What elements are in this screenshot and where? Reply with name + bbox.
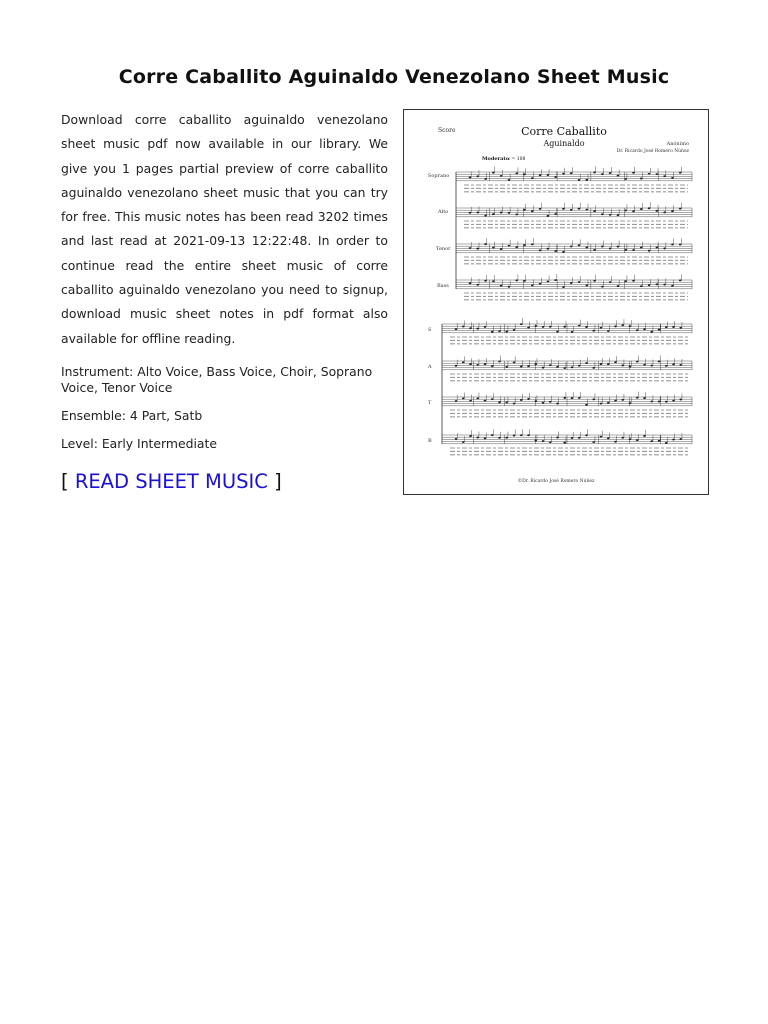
sheet-music-preview[interactable] (403, 109, 709, 495)
note-head (636, 397, 639, 399)
note-head (593, 249, 596, 251)
note-head (531, 177, 534, 179)
note-head (632, 249, 635, 251)
note-head (498, 360, 501, 362)
note-head (508, 212, 511, 214)
note-head (593, 171, 596, 173)
note-head (469, 247, 472, 249)
note-head (640, 247, 643, 249)
score-tempo-mark: ♩ = 108 (508, 157, 526, 162)
part-label-soprano: Soprano (428, 173, 450, 179)
note-head (520, 399, 523, 401)
note-head (636, 439, 639, 441)
note-head (492, 280, 495, 282)
note-head (585, 247, 588, 249)
note-head (592, 398, 595, 400)
note-head (556, 331, 559, 333)
note-head (500, 248, 503, 250)
note-head (592, 330, 595, 332)
note-head (491, 398, 494, 400)
note-head (607, 363, 610, 365)
note-head (542, 402, 545, 404)
note-head (578, 325, 581, 327)
note-head (585, 326, 588, 328)
part-label-bass: Bass (437, 283, 449, 289)
note-head (484, 178, 487, 180)
note-head (614, 361, 617, 363)
note-head (570, 209, 573, 211)
note-head (539, 174, 542, 176)
note-head (679, 399, 682, 401)
part-label-b: B (428, 438, 432, 444)
score-title: Corre Caballito (521, 125, 607, 138)
note-head (578, 244, 581, 246)
note-head (527, 398, 530, 400)
note-head (671, 244, 674, 246)
note-head (531, 210, 534, 212)
instrument-info: Instrument: Alto Voice, Bass Voice, Choir, Soprano Voice, Tenor Voice (61, 363, 373, 395)
note-head (629, 325, 632, 327)
note-head (672, 326, 675, 328)
note-head (539, 249, 542, 251)
note-head (679, 438, 682, 440)
note-head (578, 437, 581, 439)
note-head (601, 173, 604, 175)
note-head (601, 246, 604, 248)
bracket-close: ] (274, 469, 282, 493)
note-head (585, 284, 588, 286)
note-head (621, 437, 624, 439)
note-head (500, 212, 503, 214)
score-footer: ©Dr. Ricardo José Romero Núñez (517, 479, 595, 484)
note-head (679, 172, 682, 174)
note-head (462, 326, 465, 328)
note-head (600, 363, 603, 365)
level-info: Level: Early Intermediate (61, 435, 217, 451)
note-head (513, 362, 516, 364)
note-head (672, 439, 675, 441)
note-head (672, 400, 675, 402)
note-head (491, 434, 494, 436)
note-head (484, 363, 487, 365)
note-head (671, 285, 674, 287)
note-head (491, 331, 494, 333)
note-head (455, 365, 458, 367)
note-head (658, 360, 661, 362)
note-head (679, 279, 682, 281)
note-head (636, 361, 639, 363)
note-head (621, 399, 624, 401)
note-head (648, 207, 651, 209)
note-head (515, 279, 518, 281)
note-head (523, 173, 526, 175)
note-head (542, 326, 545, 328)
note-head (539, 283, 542, 285)
note-head (556, 366, 559, 368)
part-label-s: S (428, 327, 432, 333)
note-head (617, 214, 620, 216)
score-arranger: Dr. Ricardo José Romero Núñez (616, 149, 689, 154)
note-head (492, 213, 495, 215)
note-head (617, 246, 620, 248)
note-head (547, 174, 550, 176)
note-head (607, 437, 610, 439)
note-head (515, 246, 518, 248)
bracket-open: [ (61, 469, 69, 493)
note-head (643, 435, 646, 437)
note-head (665, 326, 668, 328)
note-head (513, 329, 516, 331)
note-head (600, 436, 603, 438)
note-head (469, 212, 472, 214)
note-head (609, 281, 612, 283)
note-head (621, 364, 624, 366)
note-head (554, 250, 557, 252)
note-head (476, 328, 479, 330)
note-head (556, 403, 559, 405)
note-head (498, 401, 501, 403)
note-head (534, 440, 537, 442)
note-head (624, 280, 627, 282)
note-head (527, 365, 530, 367)
note-head (508, 179, 511, 181)
note-head (515, 172, 518, 174)
score-subtitle: Aguinaldo (543, 139, 585, 148)
note-head (534, 325, 537, 327)
note-head (629, 402, 632, 404)
note-head (632, 172, 635, 174)
description: Download corre caballito aguinaldo venezolano sheet music pdf now available in our library. We give you 1 pages partial preview of corre caballito aguinaldo venezolano sheet music that you can try for free. This music notes has been read 3202 times and last read at 2021-09-13 12:22:48. In order to continue read the entire sheet music of corre caballito aguinaldo venezolano you need to signup, download music sheet notes in pdf format also available for offline reading. (61, 112, 388, 346)
note-head (469, 177, 472, 179)
note-head (563, 442, 566, 444)
note-head (607, 402, 610, 404)
note-head (508, 245, 511, 247)
note-head (469, 435, 472, 437)
note-head (484, 326, 487, 328)
note-head (484, 280, 487, 282)
note-head (469, 327, 472, 329)
note-head (640, 285, 643, 287)
note-head (462, 398, 465, 400)
part-label-t: T (428, 400, 432, 406)
note-head (500, 285, 503, 287)
note-head (578, 281, 581, 283)
note-head (508, 286, 511, 288)
note-head (614, 400, 617, 402)
note-head (600, 327, 603, 329)
note-head (663, 175, 666, 177)
note-head (624, 209, 627, 211)
note-head (563, 326, 566, 328)
note-head (679, 244, 682, 246)
note-head (609, 248, 612, 250)
staff-systems (442, 166, 692, 454)
note-head (648, 284, 651, 286)
note-head (563, 367, 566, 369)
note-head (643, 328, 646, 330)
note-head (476, 437, 479, 439)
note-head (592, 367, 595, 369)
note-head (614, 441, 617, 443)
note-head (542, 440, 545, 442)
note-head (650, 440, 653, 442)
page-title: Corre Caballito Aguinaldo Venezolano Sheet Music (118, 66, 670, 88)
note-head (671, 210, 674, 212)
note-head (520, 366, 523, 368)
note-head (640, 208, 643, 210)
note-head (534, 400, 537, 402)
note-head (462, 441, 465, 443)
note-head (469, 400, 472, 402)
note-head (523, 209, 526, 211)
note-head (562, 208, 565, 210)
info-column (61, 108, 388, 494)
note-head (534, 363, 537, 365)
note-head (609, 172, 612, 174)
note-head (527, 327, 530, 329)
part-label-tenor: Tenor (436, 246, 451, 252)
note-head (643, 397, 646, 399)
note-head (484, 400, 487, 402)
note-head (663, 247, 666, 249)
note-head (656, 210, 659, 212)
note-head (570, 282, 573, 284)
note-head (624, 249, 627, 251)
note-head (629, 366, 632, 368)
note-head (469, 282, 472, 284)
note-head (505, 366, 508, 368)
note-head (617, 175, 620, 177)
note-head (531, 284, 534, 286)
note-head (656, 247, 659, 249)
note-head (609, 214, 612, 216)
note-head (578, 179, 581, 181)
note-head (671, 177, 674, 179)
note-head (549, 441, 552, 443)
note-head (505, 437, 508, 439)
note-head (632, 280, 635, 282)
note-head (554, 176, 557, 178)
note-head (547, 215, 550, 217)
note-head (617, 285, 620, 287)
note-head (593, 210, 596, 212)
note-head (492, 247, 495, 249)
note-head (492, 172, 495, 174)
note-head (578, 365, 581, 367)
note-head (571, 331, 574, 333)
note-head (476, 398, 479, 400)
note-head (663, 284, 666, 286)
read-sheet-music-link[interactable]: READ SHEET MUSIC (74, 469, 268, 493)
note-head (549, 364, 552, 366)
note-head (570, 172, 573, 174)
note-head (601, 213, 604, 215)
score-composer: Anónimo (666, 141, 689, 147)
note-head (624, 178, 627, 180)
part-label-alto: Alto (438, 209, 449, 215)
note-head (562, 286, 565, 288)
note-head (663, 211, 666, 213)
note-head (665, 442, 668, 444)
note-head (562, 251, 565, 253)
note-head (658, 401, 661, 403)
note-head (650, 331, 653, 333)
note-head (578, 397, 581, 399)
note-head (585, 362, 588, 364)
note-head (505, 331, 508, 333)
note-head (632, 210, 635, 212)
note-head (578, 208, 581, 210)
note-head (513, 435, 516, 437)
note-head (585, 404, 588, 406)
note-head (515, 213, 518, 215)
note-head (679, 364, 682, 366)
note-head (523, 244, 526, 246)
note-head (607, 330, 610, 332)
note-head (571, 366, 574, 368)
note-head (549, 326, 552, 328)
note-head (476, 284, 479, 286)
note-head (476, 175, 479, 177)
note-head (476, 212, 479, 214)
note-head (563, 397, 566, 399)
note-head (570, 246, 573, 248)
note-head (643, 364, 646, 366)
note-head (554, 279, 557, 281)
note-head (505, 401, 508, 403)
note-head (679, 208, 682, 210)
note-head (648, 250, 651, 252)
note-head (650, 365, 653, 367)
note-head (585, 179, 588, 181)
note-head (500, 175, 503, 177)
note-head (549, 401, 552, 403)
part-label-a: A (428, 364, 432, 370)
note-head (585, 209, 588, 211)
note-head (455, 438, 458, 440)
note-head (531, 243, 534, 245)
note-head (665, 401, 668, 403)
note-head (640, 178, 643, 180)
note-head (547, 248, 550, 250)
note-head (648, 173, 651, 175)
note-head (462, 361, 465, 363)
score-corner-label: Score (438, 127, 456, 134)
note-head (539, 208, 542, 210)
note-head (527, 434, 530, 436)
note-head (679, 327, 682, 329)
note-head (658, 329, 661, 331)
note-head (672, 364, 675, 366)
note-head (513, 403, 516, 405)
ensemble-info: Ensemble: 4 Part, Satb (61, 407, 203, 423)
note-head (523, 280, 526, 282)
note-head (484, 243, 487, 245)
note-head (593, 280, 596, 282)
note-head (571, 397, 574, 399)
note-head (491, 365, 494, 367)
note-head (592, 441, 595, 443)
note-head (455, 328, 458, 330)
note-head (571, 437, 574, 439)
note-head (656, 173, 659, 175)
score-tempo: Moderato (482, 156, 510, 162)
note-head (476, 364, 479, 366)
note-head (629, 438, 632, 440)
note-head (484, 437, 487, 439)
note-head (562, 173, 565, 175)
note-head (520, 323, 523, 325)
note-head (554, 213, 557, 215)
note-head (498, 330, 501, 332)
note-head (650, 400, 653, 402)
note-head (621, 324, 624, 326)
note-head (636, 329, 639, 331)
score-image (404, 110, 708, 494)
read-sheet-music-line (61, 470, 388, 494)
note-head (520, 434, 523, 436)
note-head (585, 434, 588, 436)
note-head (614, 325, 617, 327)
note-head (658, 440, 661, 442)
note-head (455, 400, 458, 402)
note-head (600, 403, 603, 405)
note-head (556, 437, 559, 439)
note-head (547, 281, 550, 283)
note-head (484, 215, 487, 217)
note-head (498, 437, 501, 439)
note-head (542, 367, 545, 369)
note-head (601, 286, 604, 288)
note-head (656, 283, 659, 285)
note-head (476, 248, 479, 250)
note-head (469, 363, 472, 365)
note-head (665, 365, 668, 367)
